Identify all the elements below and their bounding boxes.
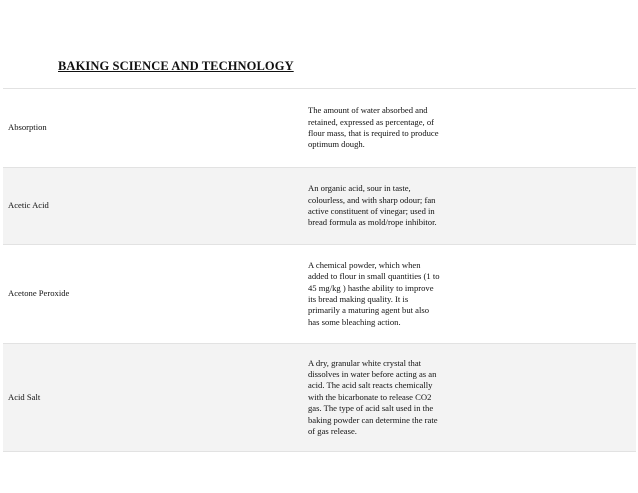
definition-text: The amount of water absorbed and retained, expressed as percentage, of flour mass, that is required to produce optimum dough.: [308, 105, 439, 150]
definition-text: An organic acid, sour in taste, colourless, and with sharp odour; fan active constituent of vinegar; used in bread formula as mold/rope inhibitor.: [308, 183, 437, 228]
definition-cell: [306, 89, 636, 168]
term-cell: Absorption: [3, 89, 306, 168]
table-row: [3, 344, 636, 452]
term-cell: Acetic Acid: [3, 168, 306, 245]
table-row: [3, 89, 636, 168]
definition-cell: [306, 344, 636, 452]
definition-cell: [306, 245, 636, 344]
term-cell: Acetone Peroxide: [3, 245, 306, 344]
table-row: [3, 168, 636, 245]
definition-cell: [306, 168, 636, 245]
glossary-table: [3, 88, 636, 452]
definition-text: A dry, granular white crystal that dissolves in water before acting as an acid. The acid salt reacts chemically with the bicarbonate to release CO2 gas. The type of acid salt used in the baking powder can determine the rate of gas release.: [308, 357, 438, 437]
table-row: [3, 245, 636, 344]
term-cell: Acid Salt: [3, 344, 306, 452]
definition-text: A chemical powder, which when added to flour in small quantities (1 to 45 mg/kg ) hasthe ability to improve its bread making quality. It is primarily a maturing agent but also has some bleaching action.: [308, 259, 440, 327]
document-title: BAKING SCIENCE AND TECHNOLOGY: [58, 59, 294, 73]
